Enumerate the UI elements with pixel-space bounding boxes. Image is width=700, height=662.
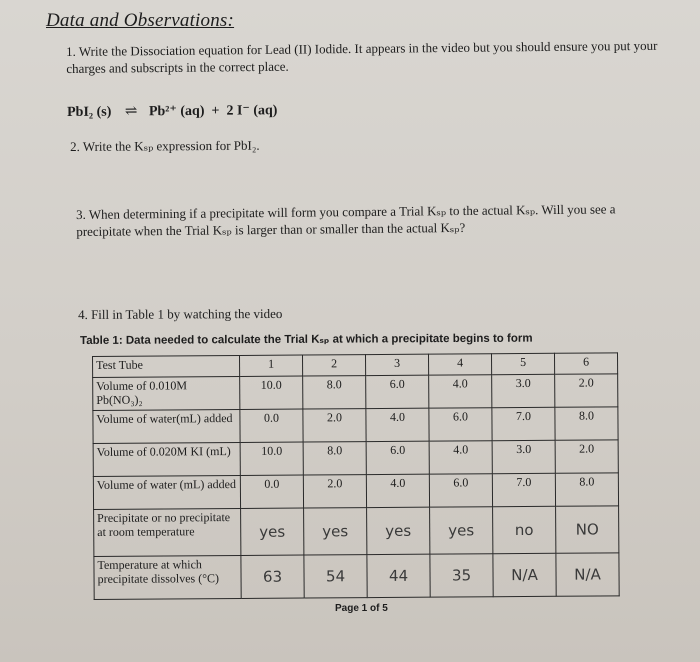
- question-4: 4. Fill in Table 1 by watching the video: [78, 305, 283, 322]
- data-table-wrapper: [92, 352, 620, 600]
- table-cell: 8.0: [555, 473, 618, 506]
- row-label: Temperature at which precipitate dissolves (°C): [94, 555, 241, 599]
- page-heading: Data and Observations:: [46, 10, 235, 31]
- page-footer: Page 1 of 5: [335, 603, 388, 614]
- table-cell: 4.0: [366, 474, 429, 507]
- table-cell: 2.0: [555, 440, 618, 473]
- table-cell: 8.0: [303, 442, 366, 475]
- table-row: [93, 440, 618, 477]
- table-cell: 5: [491, 353, 554, 374]
- table-cell: 3.0: [492, 440, 555, 473]
- table-cell: 4.0: [429, 441, 492, 474]
- table-cell: yes: [430, 507, 493, 554]
- table-cell: 2.0: [303, 409, 366, 442]
- table-cell: 54: [304, 555, 367, 598]
- dissociation-equation: [67, 100, 277, 121]
- table-cell: 4: [428, 354, 491, 375]
- table-cell: 6.0: [429, 408, 492, 441]
- table-cell: 63: [241, 555, 304, 598]
- table-cell: 4.0: [366, 408, 429, 441]
- table-cell: yes: [367, 507, 430, 554]
- table-cell: no: [493, 506, 556, 553]
- table-cell: 10.0: [240, 442, 303, 475]
- equation-product-2: 2 I⁻ (aq): [226, 103, 278, 119]
- table-caption: Table 1: Data needed to calculate the Trial Kₛₚ at which a precipitate begins to form: [80, 332, 533, 347]
- table-cell: 3: [365, 354, 428, 375]
- table-cell: 0.0: [240, 475, 303, 508]
- row-label: Precipitate or no precipitate at room temperature: [94, 508, 241, 556]
- table-cell: 6: [554, 353, 617, 374]
- data-table: [92, 352, 620, 600]
- table-cell: yes: [241, 508, 304, 555]
- table-cell: 1: [239, 355, 302, 376]
- equilibrium-arrow: ⇌: [124, 103, 138, 120]
- table-cell: 3.0: [492, 374, 555, 407]
- row-label: Volume of water (mL) added: [93, 475, 240, 509]
- question-3: 3. When determining if a precipitate will form you compare a Trial Kₛₚ to the actual Kₛₚ. Will you see a precipitate when the Trial Kₛₚ is larger than or smaller than the actual Kₛₚ?: [76, 201, 616, 239]
- table-cell: 35: [430, 554, 493, 597]
- table-row: [94, 553, 619, 600]
- table-cell: 2.0: [555, 374, 618, 407]
- table-cell: N/A: [493, 553, 556, 596]
- table-row: [94, 506, 619, 557]
- equation-reactant: PbI₂ (s): [67, 104, 112, 120]
- row-label: Test Tube: [93, 355, 240, 377]
- question-2: 2. Write the Kₛₚ expression for PbI₂.: [70, 137, 260, 154]
- table-cell: 6.0: [366, 375, 429, 408]
- question-1: 1. Write the Dissociation equation for Lead (II) Iodide. It appears in the video but you should ensure you put your charges and subscripts in the correct place.: [66, 37, 658, 76]
- table-cell: yes: [304, 508, 367, 555]
- table-row: [93, 473, 618, 510]
- table-cell: 4.0: [429, 375, 492, 408]
- table-cell: 8.0: [303, 376, 366, 409]
- table-cell: 7.0: [492, 473, 555, 506]
- table-row: [93, 407, 618, 444]
- row-label: Volume of 0.010M Pb(NO₃)₂: [93, 376, 240, 410]
- table-row: [93, 374, 618, 411]
- table-cell: 0.0: [240, 409, 303, 442]
- row-label: Volume of 0.020M KI (mL): [93, 442, 240, 476]
- table-cell: 2: [302, 355, 365, 376]
- table-cell: 7.0: [492, 407, 555, 440]
- table-cell: 8.0: [555, 407, 618, 440]
- table-cell: 6.0: [366, 441, 429, 474]
- table-cell: 2.0: [303, 475, 366, 508]
- row-label: Volume of water(mL) added: [93, 409, 240, 443]
- equation-plus: +: [211, 103, 220, 119]
- equation-product-1: Pb²⁺ (aq): [148, 103, 205, 120]
- table-cell: 6.0: [429, 474, 492, 507]
- table-cell: 44: [367, 554, 430, 597]
- table-cell: NO: [556, 506, 619, 553]
- table-cell: N/A: [556, 553, 619, 596]
- table-cell: 10.0: [240, 376, 303, 409]
